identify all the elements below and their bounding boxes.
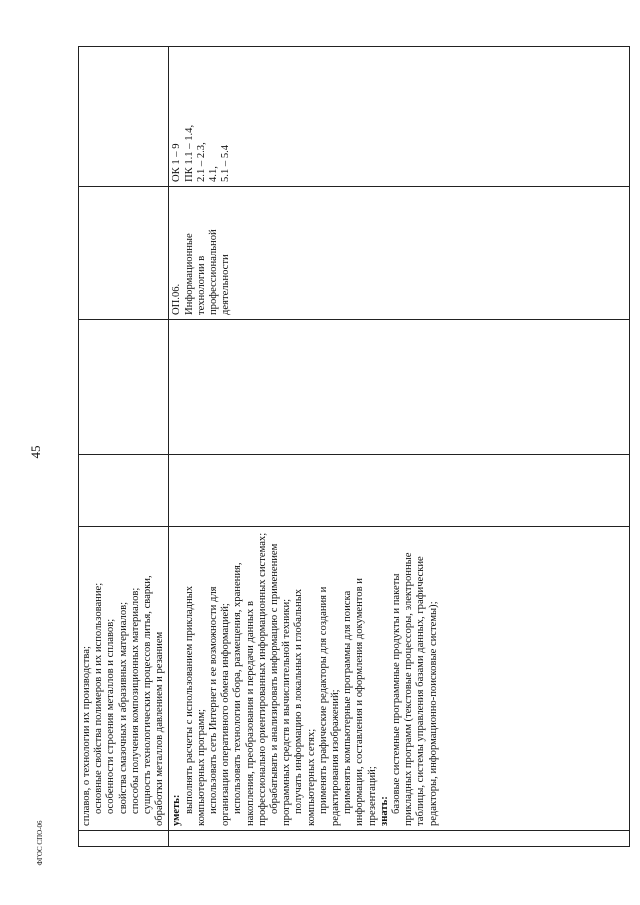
cell-index xyxy=(169,831,630,847)
competency-line: 2.1 – 2.3, xyxy=(195,142,207,182)
footer-code: ФГОС СПО-06 xyxy=(36,820,44,866)
req-line: основные свойства полимеров и их использование; xyxy=(93,582,105,814)
cell-requirements-top xyxy=(79,527,169,831)
req-line: обработки металлов давлением и резанием xyxy=(154,631,166,826)
skill-item: применять компьютерные программы для поиска информации, составления и оформления документов и презентаций; xyxy=(342,578,378,826)
req-line: особенности строения металлов и сплавов; xyxy=(105,618,117,814)
section-heading-umet: уметь: xyxy=(171,794,183,826)
knowledge-item: базовые системные программные продукты и пакеты прикладных программ (текстовые процессоры, электронные таблицы, системы управления базами данных, графические редакторы, информационно-поисковые системы); xyxy=(391,552,439,826)
skill-item: обрабатывать и анализировать информацию с применением программных средств и вычислительной техники; xyxy=(269,543,293,826)
standard-table-wrapper xyxy=(78,47,608,847)
skill-item: применять графические редакторы для создания и редактирования изображений; xyxy=(317,586,342,826)
skill-item: получать информацию в локальных и глобальных компьютерных сетях; xyxy=(293,588,317,826)
standard-table xyxy=(78,46,630,847)
section-heading-znat: знать: xyxy=(378,796,390,826)
table-row-continuation xyxy=(79,47,169,847)
skill-item: использовать сеть Интернет и ее возможности для организации оперативного обмена информацией; xyxy=(208,586,232,826)
table-row-op06 xyxy=(169,47,630,847)
cell-empty xyxy=(169,455,630,527)
cell-empty xyxy=(79,320,169,455)
discipline-code: ОП.06. xyxy=(171,283,183,315)
req-line: способы получения композиционных материалов; xyxy=(129,587,141,814)
cell-requirements xyxy=(169,527,630,831)
cell-competencies xyxy=(169,47,630,187)
competency-line: ПК 1.1 – 1.4, xyxy=(183,124,195,182)
cell-empty xyxy=(169,320,630,455)
skill-item: выполнять расчеты с использованием прикладных компьютерных программ; xyxy=(183,585,207,826)
cell-empty xyxy=(79,47,169,187)
cell-index xyxy=(79,831,169,847)
req-line: свойства смазочных и абразивных материалов; xyxy=(117,601,129,814)
page-number: 45 xyxy=(28,445,43,459)
standard-table-rotated xyxy=(78,47,608,847)
req-line: сплавов, о технологии их производства; xyxy=(81,646,92,826)
competency-line: ОК 1 – 9 xyxy=(171,143,183,182)
cell-empty xyxy=(79,455,169,527)
cell-empty xyxy=(79,187,169,320)
competency-line: 4.1, xyxy=(208,166,220,182)
cell-discipline xyxy=(169,187,630,320)
discipline-name: Информационные технологии в профессиональной деятельности xyxy=(183,229,232,315)
skill-item: использовать технологии сбора, размещения, хранения, накопления, преобразования и передачи данных в профессионально ориентированных информационных системах; xyxy=(232,532,268,826)
req-line: сущность технологических процессов литья, сварки, xyxy=(142,575,154,814)
competency-line: 5.1 – 5.4 xyxy=(220,144,232,182)
